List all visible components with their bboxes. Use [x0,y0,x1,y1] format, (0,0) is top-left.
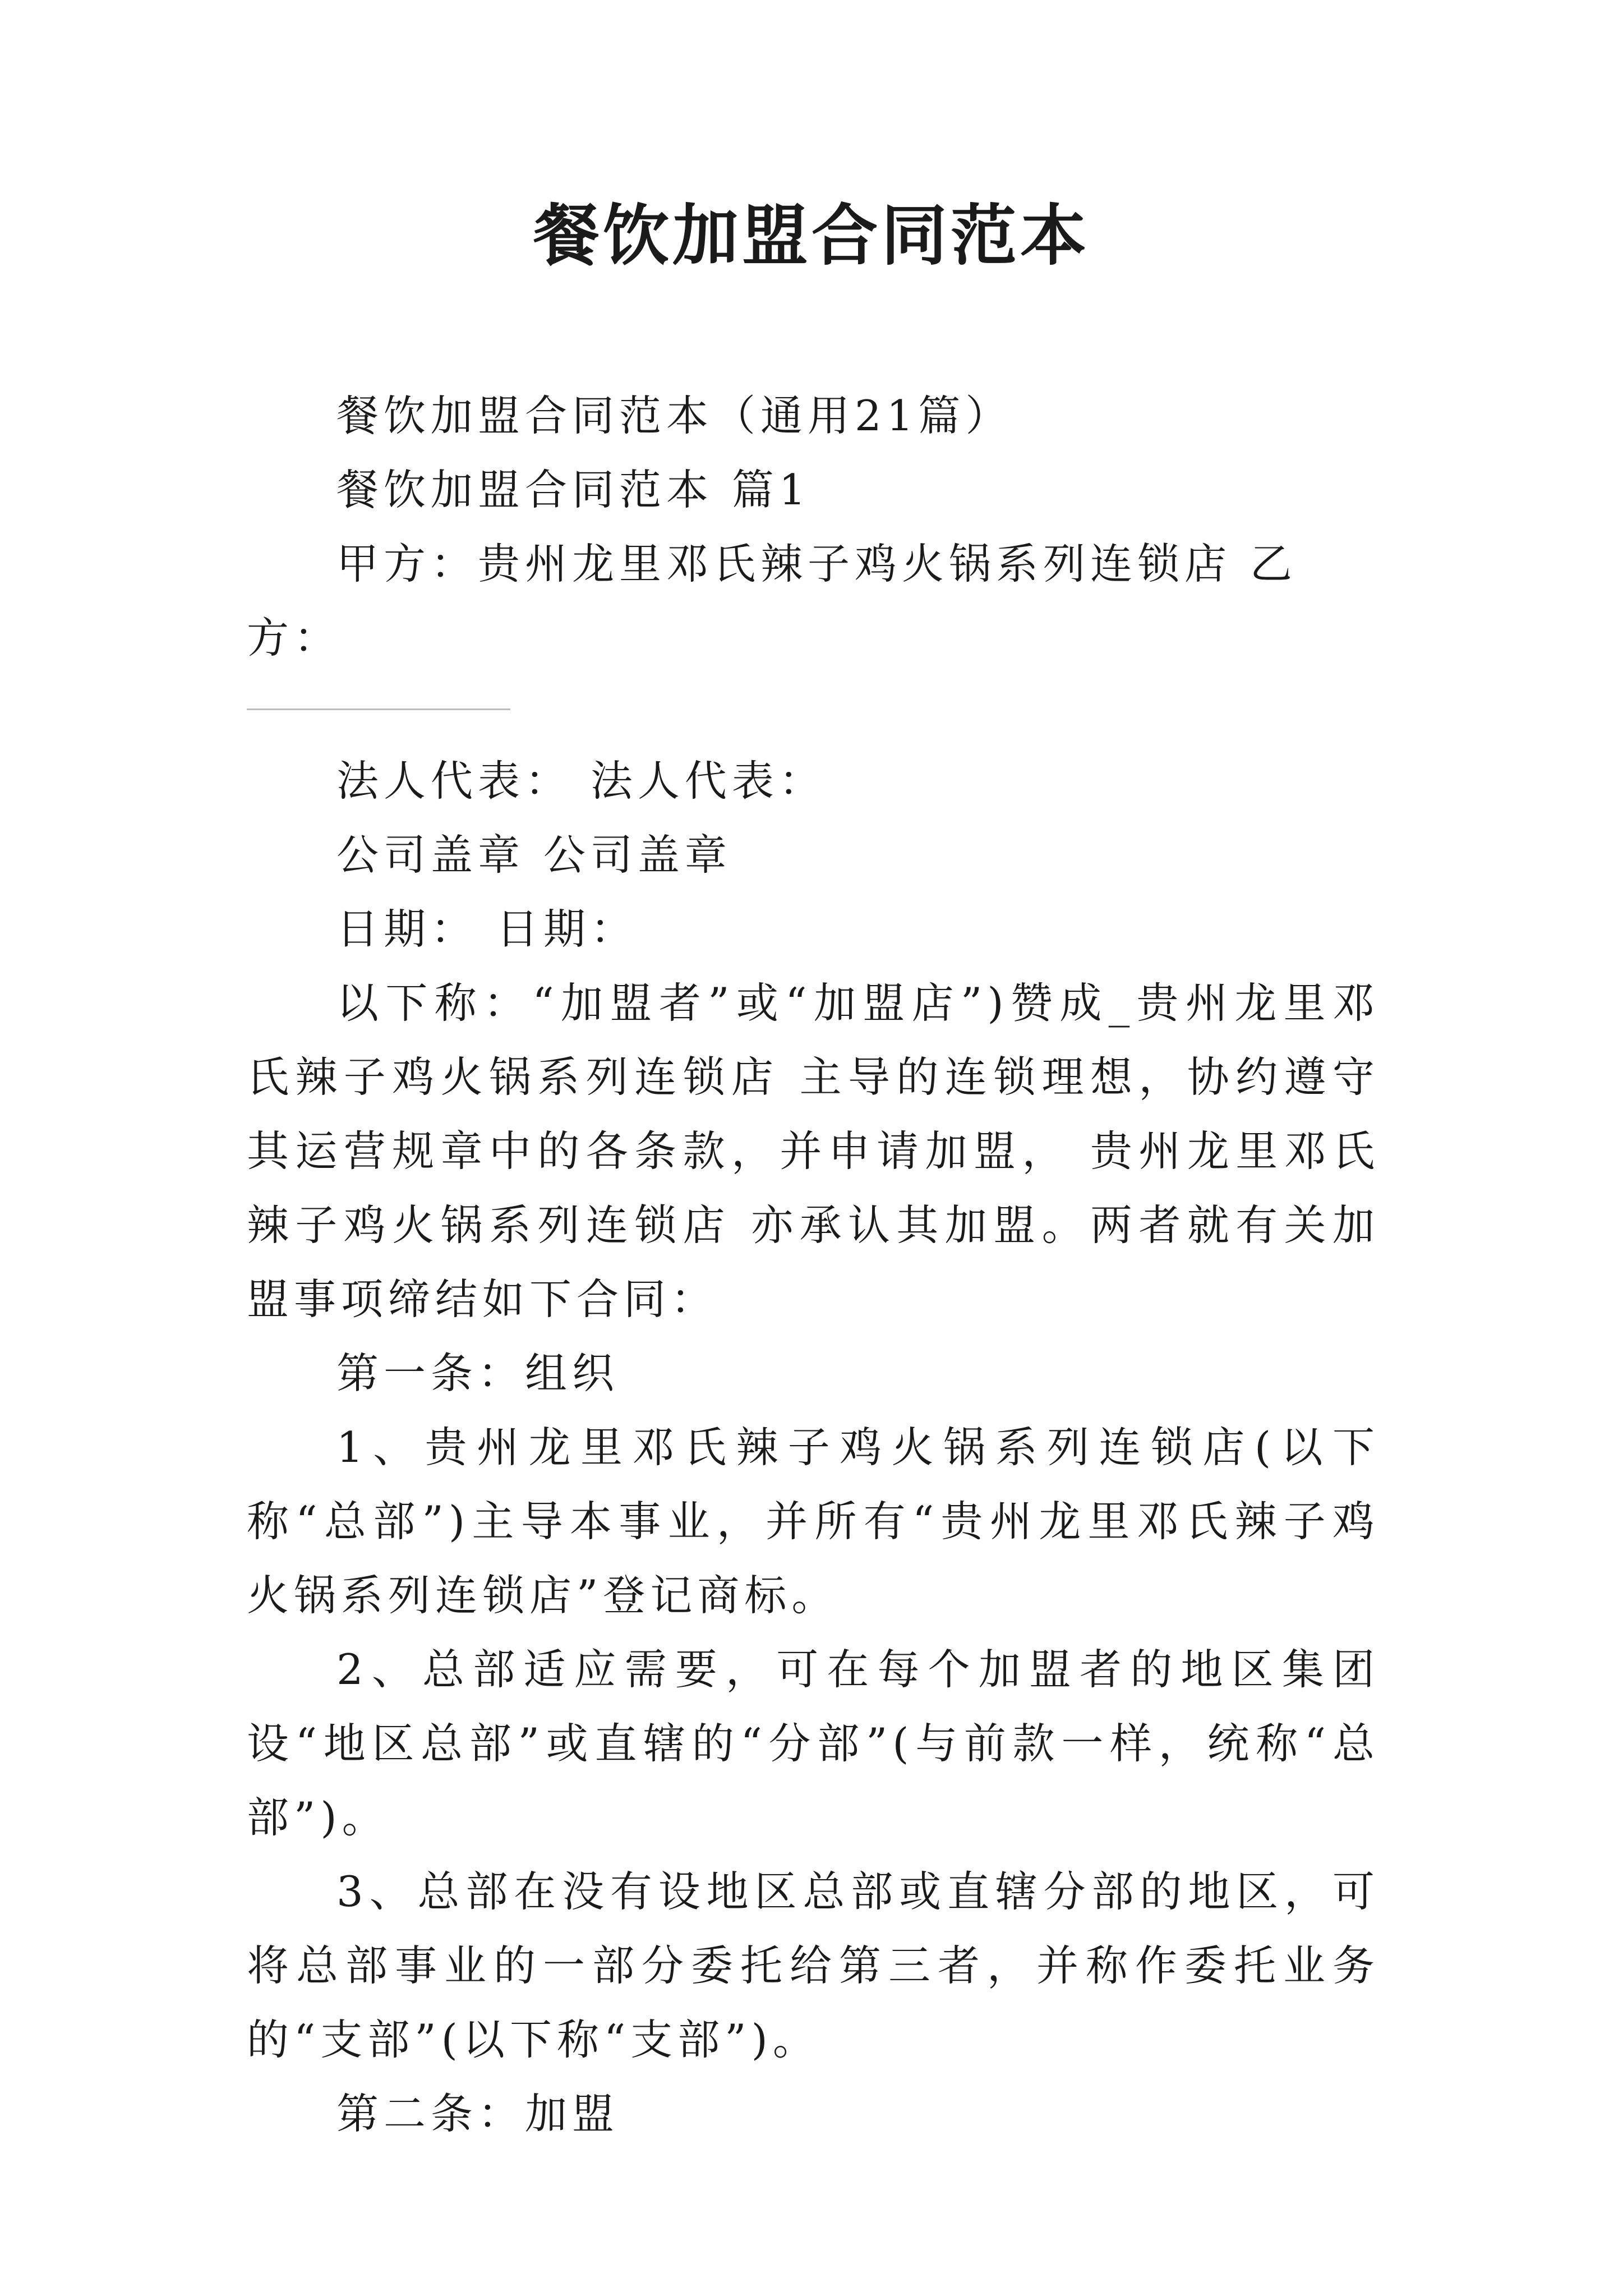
party-line: 甲方：贵州龙里邓氏辣子鸡火锅系列连锁店 乙方： [247,539,1297,662]
article-1-item-1: 1、贵州龙里邓氏辣子鸡火锅系列连锁店(以下称“总部”)主导本事业，并所有“贵州龙里邓氏辣子鸡火锅系列连锁店”登记商标。 [247,1423,1380,1620]
intro-paragraph: 以下称：“加盟者”或“加盟店”)赞成_贵州龙里邓氏辣子鸡火锅系列连锁店 主导的连锁理想，协约遵守其运营规章中的各条款，并申请加盟， 贵州龙里邓氏辣子鸡火锅系列连锁店 亦承认其加盟。两者就有关加盟事项缔结如下合同： [247,978,1380,1324]
legal-representative-line: 法人代表： 法人代表： [336,756,826,806]
document-title: 餐饮加盟合同范本 [533,196,1090,274]
section-heading: 餐饮加盟合同范本 篇1 [336,465,811,514]
article-1-item-3: 3、总部在没有设地区总部或直辖分部的地区，可将总部事业的一部分委托给第三者，并称作委托业务的“支部”(以下称“支部”)。 [247,1867,1380,2064]
document-body [247,379,1380,2151]
company-seal-line: 公司盖章 公司盖章 [336,830,732,880]
date-line: 日期： 日期： [336,904,638,954]
subtitle-line: 餐饮加盟合同范本（通用21篇） [336,391,1013,440]
party-b-blank-line [247,708,510,710]
article-2-heading: 第二条：加盟 [336,2089,620,2138]
article-1-item-2: 2、总部适应需要，可在每个加盟者的地区集团设“地区总部”或直辖的“分部”(与前款一样，统称“总部”)。 [247,1645,1380,1842]
article-1-heading: 第一条：组织 [336,1349,620,1398]
